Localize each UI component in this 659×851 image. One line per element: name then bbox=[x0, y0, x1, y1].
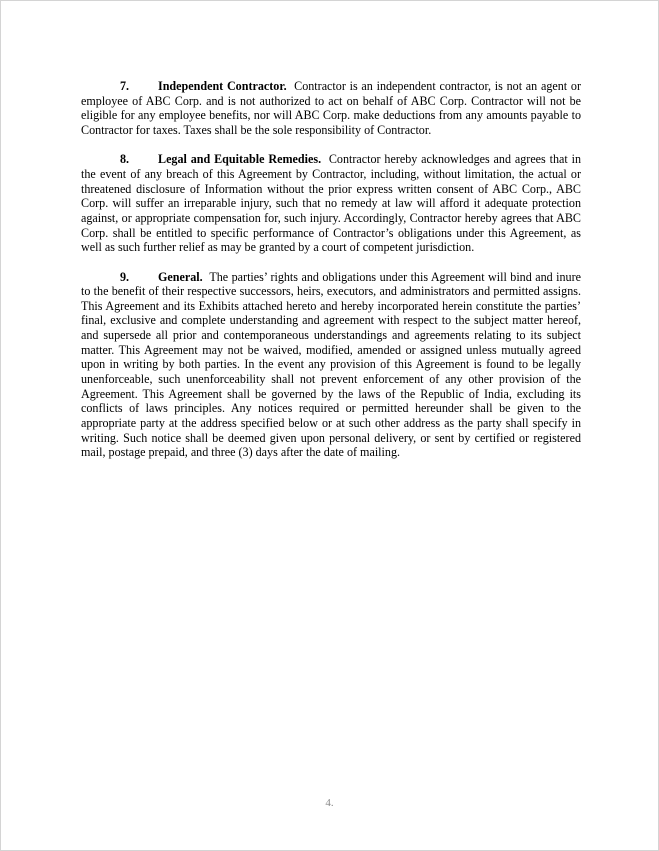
section-number: 7. bbox=[120, 79, 130, 93]
section-number: 8. bbox=[120, 152, 130, 167]
document-body bbox=[81, 79, 581, 475]
section-text: Contractor hereby acknowledges and agrees that in the event of any breach of this Agreement by Contractor, including, without limitation, the actual or threatened disclosure of Information without the prior express written consent of ABC Corp., ABC Corp. will suffer an irreparable injury, such that no remedy at law will afford it adequate protection against, or appropriate compensation for, such injury. Accordingly, Contractor hereby agrees that ABC Corp. shall be entitled to specific performance of Contractor’s obligations under this Agreement, as well as such further relief as may be granted by a court of competent jurisdiction. bbox=[81, 152, 582, 255]
section-heading: Independent Contractor. bbox=[158, 79, 287, 93]
section-heading: Legal and Equitable Remedies. bbox=[158, 152, 322, 167]
section-text: The parties’ rights and obligations under this Agreement will bind and inure to the benefit of their respective successors, heirs, executors, and administrators and permitted assigns. This Agreement and its Exhibits attached hereto and hereby incorporated herein constitute the parties’ final, exclusive and complete understanding and agreement with respect to the subject matter hereof, and supersede all prior and contemporaneous understandings and agreements relating to its subject matter. This Agreement may not be waived, modified, amended or assigned unless mutually agreed upon in writing by both parties. In the event any provision of this Agreement is found to be legally unenforceable, such unenforceability shall not prevent enforcement of any other provision of the Agreement. This Agreement shall be governed by the laws of the Republic of India, excluding its conflicts of laws principles. Any notices required or permitted hereunder shall be given to the appropriate party at the address specified below or at such other address as the party shall specify in writing. Such notice shall be deemed given upon personal delivery, or sent by certified or registered mail, postage prepaid, and three (3) days after the date of mailing. bbox=[81, 269, 581, 460]
section-heading: General. bbox=[158, 269, 203, 284]
section-7-paragraph bbox=[81, 79, 581, 138]
section-number: 9. bbox=[120, 269, 130, 284]
section-9-paragraph bbox=[81, 270, 581, 461]
section-8-paragraph bbox=[81, 152, 581, 255]
page-number: 4. bbox=[325, 797, 334, 809]
section-text: Contractor is an independent contractor, is not an agent or employee of ABC Corp. and is not authorized to act on behalf of ABC Corp. Contractor will not be eligible for any employee benefits, nor will ABC Corp. make deductions from any amounts payable to Contractor for taxes. Taxes shall be the sole responsibility of Contractor. bbox=[81, 79, 581, 137]
